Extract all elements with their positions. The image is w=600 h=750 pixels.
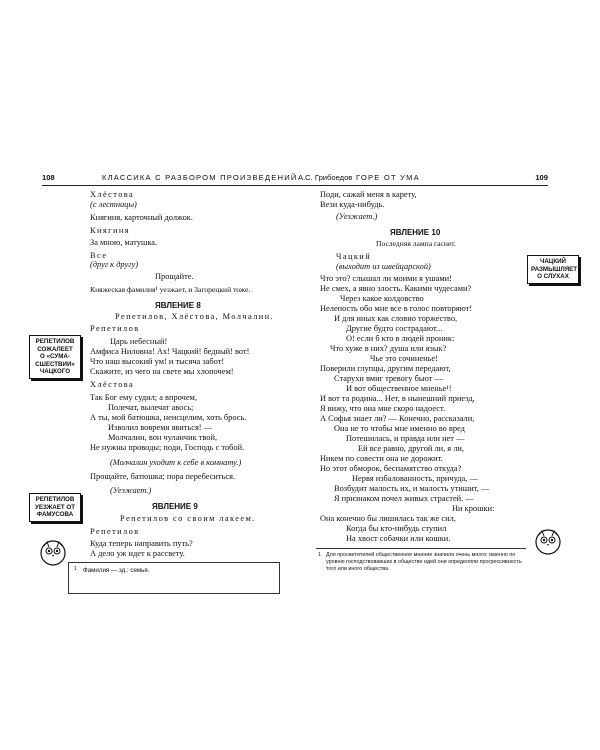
text-line: Изволил вовремя явиться! — (108, 423, 213, 432)
stage-direction: (друг к другу) (90, 260, 138, 269)
text-line: Скажите, из чего на свете мы хлопочем! (90, 367, 234, 376)
stage-direction: (Уезжает.) (110, 486, 152, 495)
sidebar-line: СОЖАЛЕЕТ (37, 345, 73, 353)
right-page-header (298, 173, 548, 186)
right-footnote-box (316, 548, 526, 589)
text-line: Потешилась, и правда или нет — (346, 434, 465, 443)
text-line: Репетилов со своим лакеем. (120, 514, 256, 523)
text-line: Репетилов, Хлёстова, Молчалин. (115, 312, 274, 321)
text-line: Куда теперь направить путь? (90, 539, 193, 548)
owl-mascot-icon (38, 538, 68, 568)
text-line: Поди, сажай меня в карету, (320, 190, 417, 199)
sidebar-note-repetilov-leaves (29, 493, 81, 522)
text-line: Нервя избалованность, причуда, — (352, 474, 478, 483)
left-footnote-box (68, 562, 280, 594)
stage-direction: (Уезжает.) (336, 212, 378, 221)
stage-direction: (выходит из швейцарской) (336, 262, 431, 271)
sidebar-line: СШЕСТВИИ» (35, 360, 75, 368)
left-page-header (42, 173, 317, 186)
sidebar-line: О «СУМА- (40, 353, 70, 361)
text-line: А Софья знает ли? — Конечно, рассказали, (320, 414, 475, 423)
text-line: Молчалин, вон чуланчик твой, (108, 433, 218, 442)
text-line: Княжеская фамилия¹ уезжает, и Загорецкий тоже. (90, 285, 251, 294)
sidebar-line: ЧАЦКОГО (39, 368, 71, 376)
text-line: И вот общественное мненье¹! (346, 384, 452, 393)
text-line: А дело уж идет к рассвету. (90, 549, 185, 558)
scene-heading: ЯВЛЕНИЕ 10 (390, 228, 441, 237)
text-line: Когда бы кто-нибудь ступил (346, 524, 447, 533)
footnote-mark: 1 (74, 566, 77, 572)
text-line: И вот та родина... Нет, в нынешний приезд, (320, 394, 475, 403)
text-line: Вези куда-нибудь. (320, 200, 385, 209)
owl-mascot-icon (533, 527, 563, 557)
text-line: Прощайте. (155, 272, 194, 281)
text-line: Не смех, а явно злость. Какими чудесами? (320, 284, 472, 293)
sidebar-line: ЧАЦКИЙ (539, 258, 566, 265)
text-line: Все (90, 251, 108, 260)
text-line: А ты, мой батюшка, неисцелим, хоть брось. (90, 413, 247, 422)
sidebar-line: РЕПЕТИЛОВ (35, 338, 75, 345)
stage-direction: (Молчалин уходит к себе в комнату.) (110, 458, 242, 467)
text-line: Я признаком почел живых страстей. — (334, 494, 474, 503)
text-line: Поверили глупцы, другим передают, (320, 364, 451, 373)
text-line: Но этот обморок, беспамятство откуда? (320, 464, 462, 473)
right-page-number: 109 (535, 173, 548, 182)
text-line: Я вижу, что она мне скоро надоест. (320, 404, 446, 413)
stage-direction: (с лестницы) (90, 200, 137, 209)
text-line: Она не то чтобы мне именно во вред (334, 424, 465, 433)
text-line: Княгиня, карточный должок. (90, 213, 193, 222)
footnote-text: Фамилия — зд.: семья. (83, 567, 150, 574)
sidebar-line: РАЗМЫШЛЯЕТ (531, 265, 578, 273)
text-line: Другие будто сострадают... (346, 324, 443, 333)
text-line: Не нужны проводы; поди, Господь с тобой. (90, 443, 245, 452)
sidebar-line: РЕПЕТИЛОВ (35, 496, 75, 503)
text-line: Амфиса Ниловна! Ах! Чацкий! бедный! вот! (90, 347, 250, 356)
text-line: Царь небесный! (110, 337, 168, 346)
text-line: Возбудит малость их, и малость утишит, — (334, 484, 490, 493)
right-header-author: А.С. Грибоедов (298, 173, 353, 182)
footnote-mark: 1 (318, 552, 321, 558)
text-line: Ни крошки: (452, 504, 495, 513)
text-line: Княгиня (90, 226, 130, 235)
text-line: Чацкий (336, 252, 372, 261)
text-line: О! если б кто в людей проник: (346, 334, 455, 343)
text-line: Нелепость обо мне все в голос повторяют! (320, 304, 473, 313)
sidebar-note-chatsky-reflects (527, 255, 579, 284)
sidebar-line: УЕЗЖАЕТ ОТ (35, 503, 75, 511)
text-line: Так Бог ему судил; а впрочем, (90, 393, 197, 402)
text-line: За мною, матушка. (90, 238, 158, 247)
text-line: Репетилов (90, 324, 140, 333)
text-line: Она конечно бы лишилась так же сил, (320, 514, 456, 523)
text-line: Никем по совести она не дорожит. (320, 454, 443, 463)
left-page-number: 108 (42, 173, 55, 182)
right-header-title: ГОРЕ ОТ УМА (356, 173, 420, 182)
sidebar-line: О СЛУХАХ (537, 273, 569, 281)
text-line: Хлёстова (90, 190, 135, 199)
sidebar-line: ФАМУСОВА (36, 511, 74, 519)
text-line: Прощайте, батюшка; пора перебеситься. (90, 472, 236, 481)
text-line: Хлёстова (90, 380, 135, 389)
text-line: Полечат, вылечат авось; (108, 403, 194, 412)
footnote-text: Для просветителей общественное мнение значило очень много: именно по уровню господствовавших в обществе идей они определяли прогрессивность того или иного общества. (326, 552, 522, 572)
text-line: Старухи вмиг тревогу бьют — (334, 374, 443, 383)
scene-heading: ЯВЛЕНИЕ 8 (155, 301, 201, 310)
text-line: Последняя лампа гаснет. (376, 239, 456, 248)
text-line: Что наш высокий ум! и тысяча забот! (90, 357, 225, 366)
text-line: Ей все равно, другой ли, я ли, (358, 444, 465, 453)
scene-heading: ЯВЛЕНИЕ 9 (152, 502, 198, 511)
sidebar-note-repetilov-regret (29, 335, 81, 379)
text-line: На хвост собачки или кошки. (346, 534, 451, 543)
text-line: Репетилов (90, 527, 140, 536)
text-line: Через какое колдовство (340, 294, 424, 303)
left-header-title: КЛАССИКА С РАЗБОРОМ ПРОИЗВЕДЕНИЙ (102, 173, 298, 182)
text-line: Что хуже в них? душа или язык? (330, 344, 447, 353)
text-line: Что это? слышал ли моими я ушами! (320, 274, 452, 283)
text-line: Чье это сочиненье! (370, 354, 438, 363)
text-line: И для иных как словно торжество, (334, 314, 458, 323)
